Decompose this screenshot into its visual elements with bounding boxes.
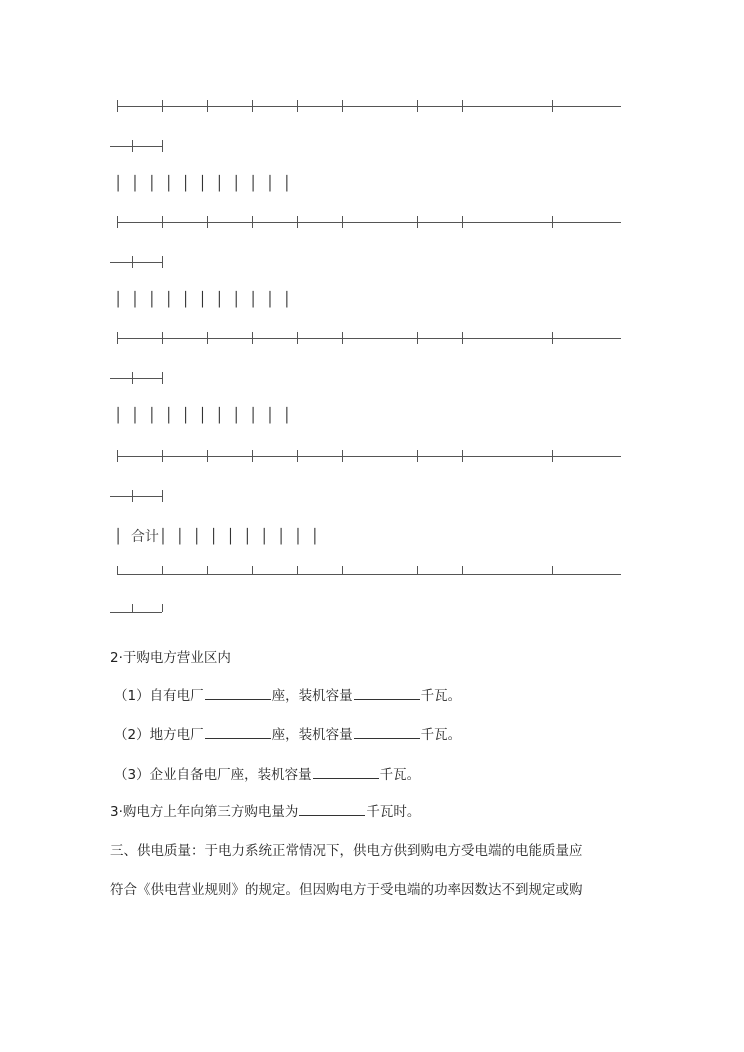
table-tick (252, 100, 253, 112)
table-rule (117, 338, 621, 339)
item1-count-blank[interactable] (205, 686, 271, 700)
section2-item1 (114, 684, 461, 704)
table-tick (117, 332, 118, 344)
section3-suffix: 千瓦时。 (366, 804, 421, 820)
table-tick (462, 566, 463, 574)
section2-item3 (114, 763, 420, 783)
section2-item2 (114, 723, 461, 743)
table-tick (462, 216, 463, 228)
table-tick (117, 450, 118, 462)
table-rule (117, 222, 621, 223)
table-tick (132, 256, 133, 268)
table-tick (342, 216, 343, 228)
table-tick (552, 216, 553, 228)
table-row-separator: │ │ │ │ │ │ │ │ │ │ │ (114, 292, 294, 308)
section3-prefix: 3·购电方上年向第三方购电量为 (110, 804, 299, 820)
table-tick (207, 216, 208, 228)
table-rule (117, 106, 621, 107)
table-tick (417, 100, 418, 112)
table-tick (462, 332, 463, 344)
supply-quality-line2: 符合《供电营业规则》的规定。但因购电方于受电端的功率因数达不到规定或购 (110, 882, 583, 898)
table-tick (552, 100, 553, 112)
table-tick (417, 450, 418, 462)
table-rule (117, 456, 621, 457)
table-bottom-rule-short (110, 612, 162, 613)
table-rule-short (110, 378, 162, 379)
table-tick (297, 216, 298, 228)
table-tick (552, 566, 553, 574)
table-tick (162, 450, 163, 462)
table-tick (342, 332, 343, 344)
table-tick (132, 490, 133, 502)
item2-mid: 座，装机容量 (271, 727, 353, 743)
table-tick (552, 450, 553, 462)
table-tick (162, 332, 163, 344)
table-tick (342, 450, 343, 462)
table-tick (297, 450, 298, 462)
table-tick (417, 216, 418, 228)
table-rule-short (110, 146, 162, 147)
table-rule-short (110, 496, 162, 497)
supply-quality-line1: 三、供电质量：于电力系统正常情况下，供电方供到购电方受电端的电能质量应 (110, 843, 583, 859)
table-tick (417, 332, 418, 344)
table-tick (252, 566, 253, 574)
table-tick (207, 450, 208, 462)
table-tick (252, 450, 253, 462)
table-tick (252, 332, 253, 344)
item2-count-blank[interactable] (205, 725, 271, 739)
table-tick (552, 332, 553, 344)
item2-capacity-blank[interactable] (354, 725, 420, 739)
table-tick (162, 372, 163, 384)
table-tick (162, 566, 163, 574)
table-tick (207, 332, 208, 344)
table-tick (132, 140, 133, 152)
item3-capacity-blank[interactable] (313, 765, 379, 779)
total-separator: │ │ │ │ │ │ │ │ │ │ (158, 529, 322, 545)
table-tick (297, 566, 298, 574)
table-tick (117, 100, 118, 112)
table-bottom-rule (117, 574, 621, 575)
table-tick (342, 100, 343, 112)
item1-prefix: （1）自有电厂 (114, 688, 204, 704)
table-tick (162, 140, 163, 152)
total-label: 合计 (130, 529, 159, 545)
table-tick (207, 566, 208, 574)
table-total-row: │ 合计│ │ │ │ │ │ │ │ │ │ (114, 529, 322, 545)
item3-prefix: （3）企业自备电厂座，装机容量 (114, 767, 312, 783)
table-tick (297, 332, 298, 344)
table-tick (297, 100, 298, 112)
section3-kwh-blank[interactable] (299, 802, 365, 816)
item1-suffix: 千瓦。 (420, 688, 462, 704)
table-tick (342, 566, 343, 574)
table-tick (252, 216, 253, 228)
table-tick (417, 566, 418, 574)
table-tick (162, 256, 163, 268)
section3-line (110, 800, 420, 820)
table-row-separator: │ │ │ │ │ │ │ │ │ │ │ (114, 408, 294, 424)
table-tick (162, 490, 163, 502)
item2-prefix: （2）地方电厂 (114, 727, 204, 743)
table-tick (162, 100, 163, 112)
table-row-separator: │ │ │ │ │ │ │ │ │ │ │ (114, 176, 294, 192)
table-tick (132, 372, 133, 384)
table-tick (117, 566, 118, 574)
table-tick (117, 216, 118, 228)
item1-mid: 座，装机容量 (271, 688, 353, 704)
item3-suffix: 千瓦。 (379, 767, 421, 783)
table-tick (462, 450, 463, 462)
table-tick (132, 604, 133, 612)
table-rule-short (110, 262, 162, 263)
table-tick (162, 604, 163, 612)
item1-capacity-blank[interactable] (354, 686, 420, 700)
section2-heading: 2·于购电方营业区内 (110, 650, 231, 666)
table-tick (207, 100, 208, 112)
item2-suffix: 千瓦。 (420, 727, 462, 743)
table-tick (462, 100, 463, 112)
table-tick (162, 216, 163, 228)
